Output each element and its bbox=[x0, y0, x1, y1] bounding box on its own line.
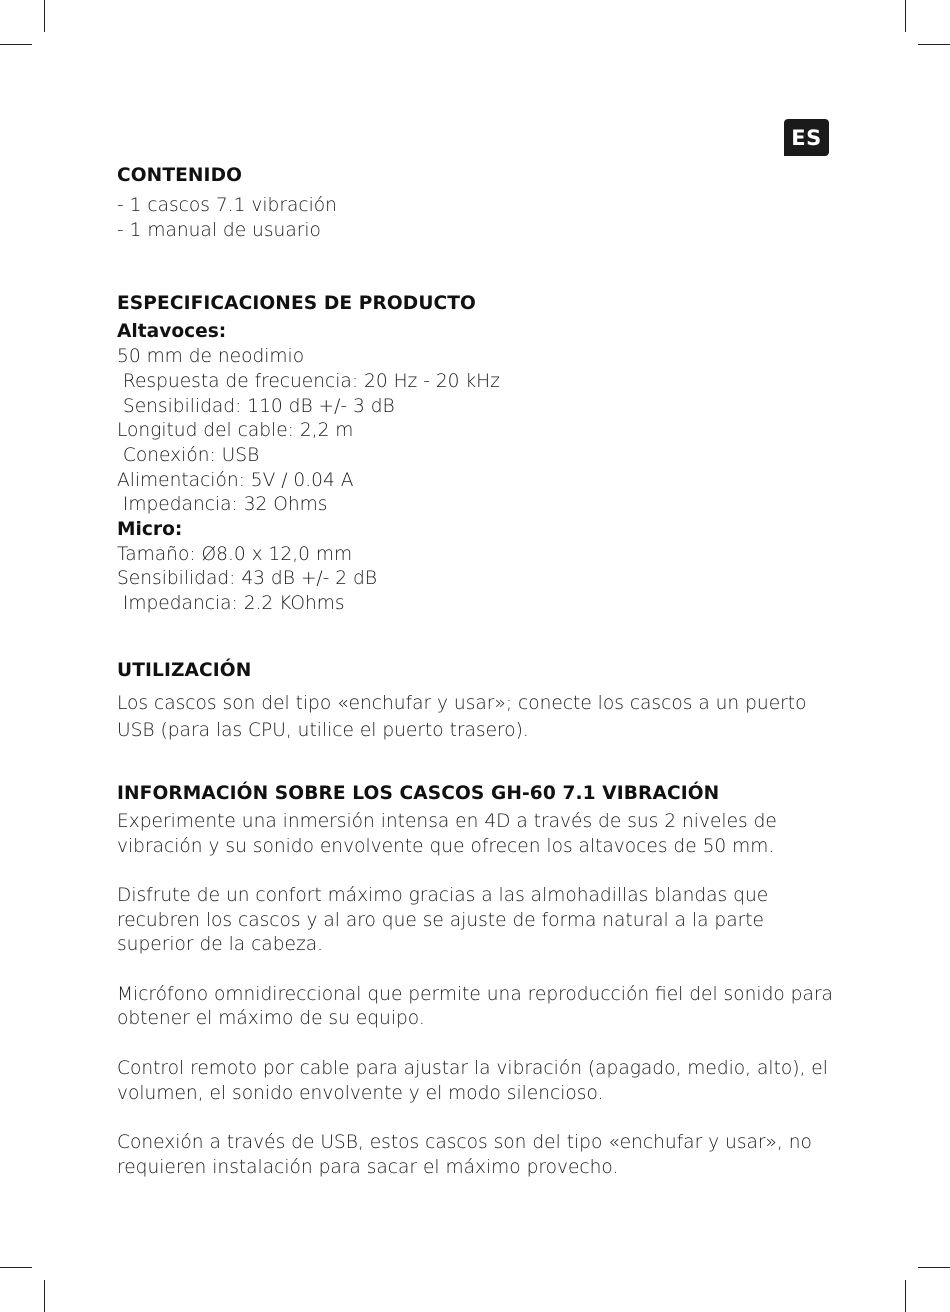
spec-line: Conexión: USB bbox=[117, 444, 260, 466]
usage-heading: UTILIZACIÓN bbox=[117, 659, 252, 681]
usage-text: Los cascos son del tipo «enchufar y usar»; conecte los cascos a un puerto USB (para las CPU, utilice el puerto trasero). bbox=[117, 692, 807, 741]
specs-heading: ESPECIFICACIONES DE PRODUCTO bbox=[117, 293, 476, 315]
info-paragraph: Conexión a través de USB, estos cascos son del tipo «enchufar y usar», no requieren instalación para sacar el máximo provecho. bbox=[117, 1131, 812, 1178]
crop-mark bbox=[918, 44, 950, 45]
spec-line: Impedancia: 2.2 KOhms bbox=[117, 593, 345, 615]
usage-section bbox=[117, 655, 837, 744]
spec-line: Sensibilidad: 43 dB +/- 2 dB bbox=[117, 568, 377, 590]
info-section bbox=[117, 778, 837, 1180]
spec-line: Alimentación: 5V / 0.04 A bbox=[117, 469, 354, 491]
crop-mark bbox=[0, 44, 32, 45]
crop-mark bbox=[918, 1267, 950, 1268]
document-body bbox=[117, 160, 837, 1180]
spec-line: Tamaño: Ø8.0 x 12,0 mm bbox=[117, 543, 353, 565]
crop-mark bbox=[44, 0, 45, 32]
spec-line: Longitud del cable: 2,2 m bbox=[117, 420, 354, 442]
info-paragraph: Experimente una inmersión intensa en 4D a través de sus 2 niveles de vibración y su sonido envolvente que ofrecen los altavoces de 50 mm. bbox=[117, 810, 777, 857]
speakers-heading: Altavoces: bbox=[117, 321, 227, 343]
info-paragraph: Disfrute de un confort máximo gracias a las almohadillas blandas que recubren los cascos y al aro que se ajuste de forma natural a la parte superior de la cabeza. bbox=[117, 884, 769, 956]
list-item: - 1 manual de usuario bbox=[117, 219, 321, 241]
spec-line: Respuesta de frecuencia: 20 Hz - 20 kHz bbox=[117, 370, 500, 392]
crop-mark bbox=[44, 1280, 45, 1312]
info-paragraph: Micrófono omnidireccional que permite una reproducción fiel del sonido para obtener el máximo de su equipo. bbox=[117, 983, 833, 1030]
crop-mark bbox=[0, 1267, 32, 1268]
list-item: - 1 cascos 7.1 vibración bbox=[117, 195, 337, 216]
contents-section bbox=[117, 160, 837, 243]
crop-mark bbox=[905, 1280, 906, 1312]
spec-line: 50 mm de neodimio bbox=[117, 346, 305, 368]
language-badge: ES bbox=[784, 119, 829, 156]
specs-section bbox=[117, 288, 837, 616]
spec-line: Sensibilidad: 110 dB +/- 3 dB bbox=[117, 395, 395, 417]
crop-mark bbox=[905, 0, 906, 32]
spec-line: Impedancia: 32 Ohms bbox=[117, 494, 328, 516]
contents-heading: CONTENIDO bbox=[117, 165, 243, 186]
contents-list bbox=[117, 194, 837, 243]
info-paragraph: Control remoto por cable para ajustar la vibración (apagado, medio, alto), el volumen, el sonido envolvente y el modo silencioso. bbox=[117, 1057, 828, 1104]
mic-heading: Micro: bbox=[117, 519, 183, 541]
info-heading: INFORMACIÓN SOBRE LOS CASCOS GH-60 7.1 VIBRACIÓN bbox=[117, 782, 720, 804]
